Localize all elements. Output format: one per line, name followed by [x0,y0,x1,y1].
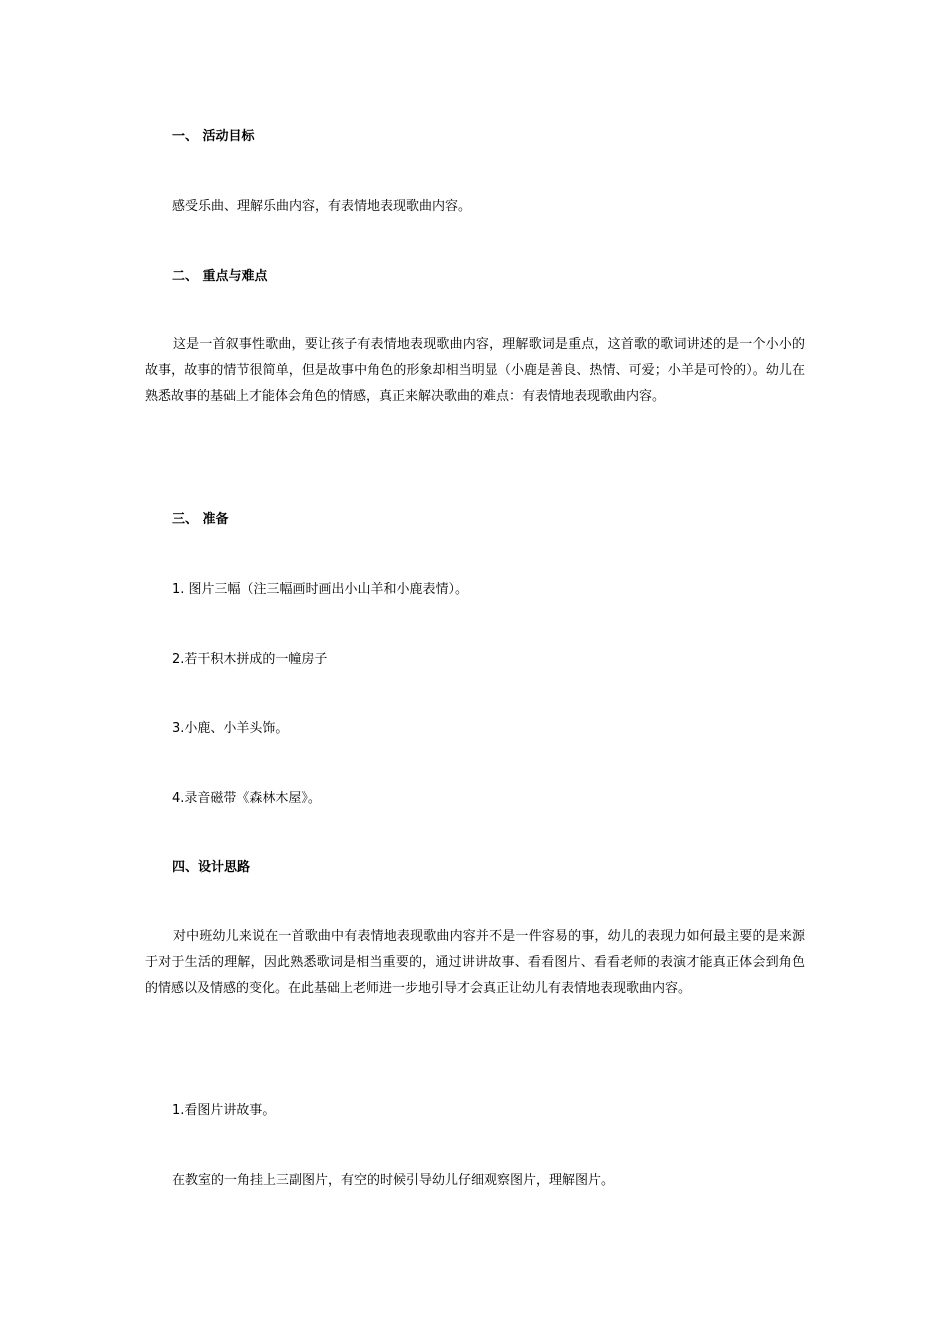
preparation-item-text: 小鹿、小羊头饰。 [184,721,289,736]
section-body-design: 对中班幼儿来说在一首歌曲中有表情地表现歌曲内容并不是一件容易的事，幼儿的表现力如何最主要的是来源于对于生活的理解，因此熟悉歌词是相当重要的，通过讲讲故事、看看图片、看看老师的表演才能真正体会到角色的情感以及情感的变化。在此基础上老师进一步地引导才会真正让幼儿有表情地表现歌曲内容。 [145,929,805,996]
section-heading-focus: 二、 重点与难点 [172,269,268,284]
preparation-item [172,581,468,599]
preparation-item-text: 若干积木拼成的一幢房子 [184,652,328,667]
preparation-item-number: 1. [172,582,185,597]
section-heading-goals: 一、 活动目标 [172,129,255,144]
preparation-item-text: 录音磁带《森林木屋》。 [184,791,321,806]
preparation-item [172,790,321,808]
design-step-text: 看图片讲故事。 [184,1103,276,1118]
section-heading-design: 四、设计思路 [172,860,251,875]
preparation-item-text: 图片三幅（注三幅画时画出小山羊和小鹿表情）。 [184,582,469,597]
preparation-item [172,651,327,669]
design-step [172,1102,275,1120]
preparation-item [172,720,288,738]
design-step-body: 在教室的一角挂上三副图片，有空的时候引导幼儿仔细观察图片，理解图片。 [172,1173,615,1188]
preparation-item-number: 2. [172,652,185,667]
section-body-goals: 感受乐曲、理解乐曲内容，有表情地表现歌曲内容。 [172,199,472,214]
preparation-item-number: 4. [172,791,185,806]
section-body-focus: 这是一首叙事性歌曲，要让孩子有表情地表现歌曲内容，理解歌词是重点，这首歌的歌词讲述的是一个小小的故事，故事的情节很简单，但是故事中角色的形象却相当明显（小鹿是善良、热情、可爱；小羊是可怜的）。幼儿在熟悉故事的基础上才能体会角色的情感，真正来解决歌曲的难点：有表情地表现歌曲内容。 [145,337,805,404]
preparation-item-number: 3. [172,721,185,736]
design-step-number: 1. [172,1103,185,1118]
section-heading-preparation: 三、 准备 [172,512,229,527]
